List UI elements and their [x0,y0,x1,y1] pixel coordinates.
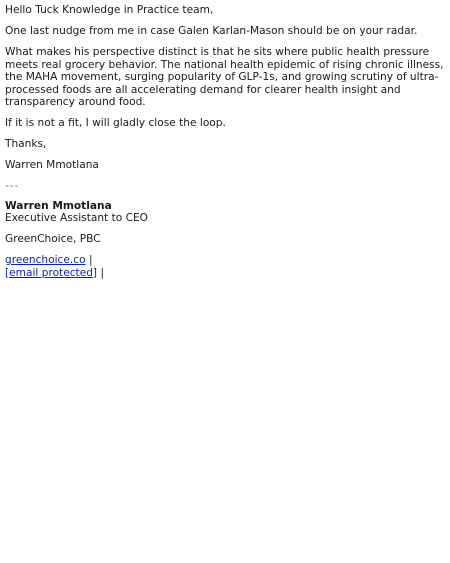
closing-line: Thanks, [5,138,47,150]
signature-title: Executive Assistant to CEO [5,212,149,224]
sender-name: Warren Mmotlana [5,159,99,171]
signature-block [5,200,445,280]
signature-separator: --- [5,180,20,192]
signature-name: Warren Mmotlana [5,199,112,212]
link-divider: | [100,266,105,279]
link-divider: | [88,254,93,266]
greeting: Hello Tuck Knowledge in Practice team, [5,4,214,16]
signature-links [5,254,445,279]
paragraph-nudge: One last nudge from me in case Galen Karlan-Mason should be on your radar. [5,25,418,37]
email-link[interactable]: [email protected] [5,266,98,279]
website-link[interactable]: greenchoice.co [5,254,86,266]
paragraph-close-loop: If it is not a fit, I will gladly close the loop. [5,117,226,129]
email-body [5,4,445,279]
signature-company: GreenChoice, PBC [5,233,101,245]
paragraph-perspective: What makes his perspective distinct is that he sits where public health pressure meets real grocery behavior. The national health epidemic of rising chronic illness, the MAHA movement, surging popularity of GLP-1s, and growing scrutiny of ultra-processed foods are all accelerating demand for clearer health insight and transparency around food. [5,46,444,108]
